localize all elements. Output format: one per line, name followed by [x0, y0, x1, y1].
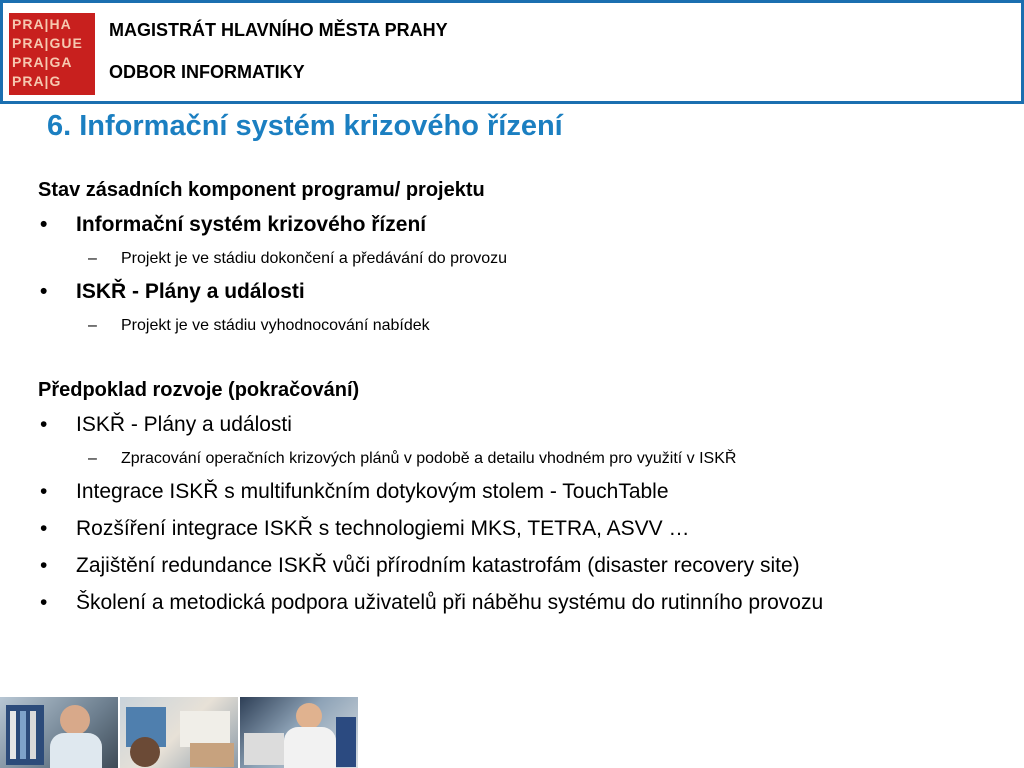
logo-row: PRA|GUE	[12, 35, 83, 51]
bullet-marker: •	[40, 591, 48, 614]
bullet-text: Rozšíření integrace ISKŘ s technologiemi MKS, TETRA, ASVV …	[76, 517, 690, 540]
bullet-marker: •	[40, 280, 48, 303]
bullet-item	[38, 514, 1018, 551]
dash-marker: –	[88, 250, 97, 267]
bullet-item	[38, 210, 1018, 247]
dash-marker: –	[88, 450, 97, 467]
bullet-marker: •	[40, 554, 48, 577]
bullet-text: Integrace ISKŘ s multifunkčním dotykovým stolem - TouchTable	[76, 480, 669, 503]
bullet-item	[38, 588, 1018, 625]
bullet-text: Zajištění redundance ISKŘ vůči přírodním katastrofám (disaster recovery site)	[76, 554, 800, 577]
office-photo-3	[240, 697, 358, 768]
section-heading-status: Stav zásadních komponent programu/ projektu	[38, 179, 485, 201]
office-photo-1	[0, 697, 118, 768]
sub-item	[38, 447, 1018, 477]
department-name: ODBOR INFORMATIKY	[109, 62, 305, 82]
slide-content	[38, 176, 1018, 625]
bullet-item	[38, 477, 1018, 514]
dash-marker: –	[88, 317, 97, 334]
bullet-text: Školení a metodická podpora uživatelů při náběhu systému do rutinního provozu	[76, 591, 824, 614]
bullet-marker: •	[40, 517, 48, 540]
office-photo-2	[120, 697, 238, 768]
header-frame	[0, 0, 1024, 104]
bullet-item	[38, 277, 1018, 314]
sub-item-text: Projekt je ve stádiu vyhodnocování nabídek	[121, 317, 430, 334]
bullet-item	[38, 410, 1018, 447]
slide-title: 6. Informační systém krizového řízení	[47, 110, 563, 142]
bullet-marker: •	[40, 480, 48, 503]
logo-row: PRA|HA	[12, 16, 72, 32]
bullet-item	[38, 551, 1018, 588]
sub-item-text: Zpracování operačních krizových plánů v podobě a detailu vhodném pro využití v ISKŘ	[121, 450, 737, 467]
sub-item	[38, 314, 1018, 344]
bullet-text: ISKŘ - Plány a události	[76, 413, 292, 436]
bullet-text: ISKŘ - Plány a události	[76, 280, 305, 303]
organization-name: MAGISTRÁT HLAVNÍHO MĚSTA PRAHY	[109, 20, 448, 40]
bullet-text: Informační systém krizového řízení	[76, 213, 427, 236]
logo-row: PRA|GA	[12, 54, 73, 70]
sub-item	[38, 247, 1018, 277]
bullet-marker: •	[40, 213, 48, 236]
sub-item-text: Projekt je ve stádiu dokončení a předávání do provozu	[121, 250, 508, 267]
prague-logo	[9, 13, 95, 95]
logo-row: PRA|G	[12, 73, 62, 89]
section-heading-outlook: Předpoklad rozvoje (pokračování)	[38, 379, 360, 401]
bullet-marker: •	[40, 413, 48, 436]
